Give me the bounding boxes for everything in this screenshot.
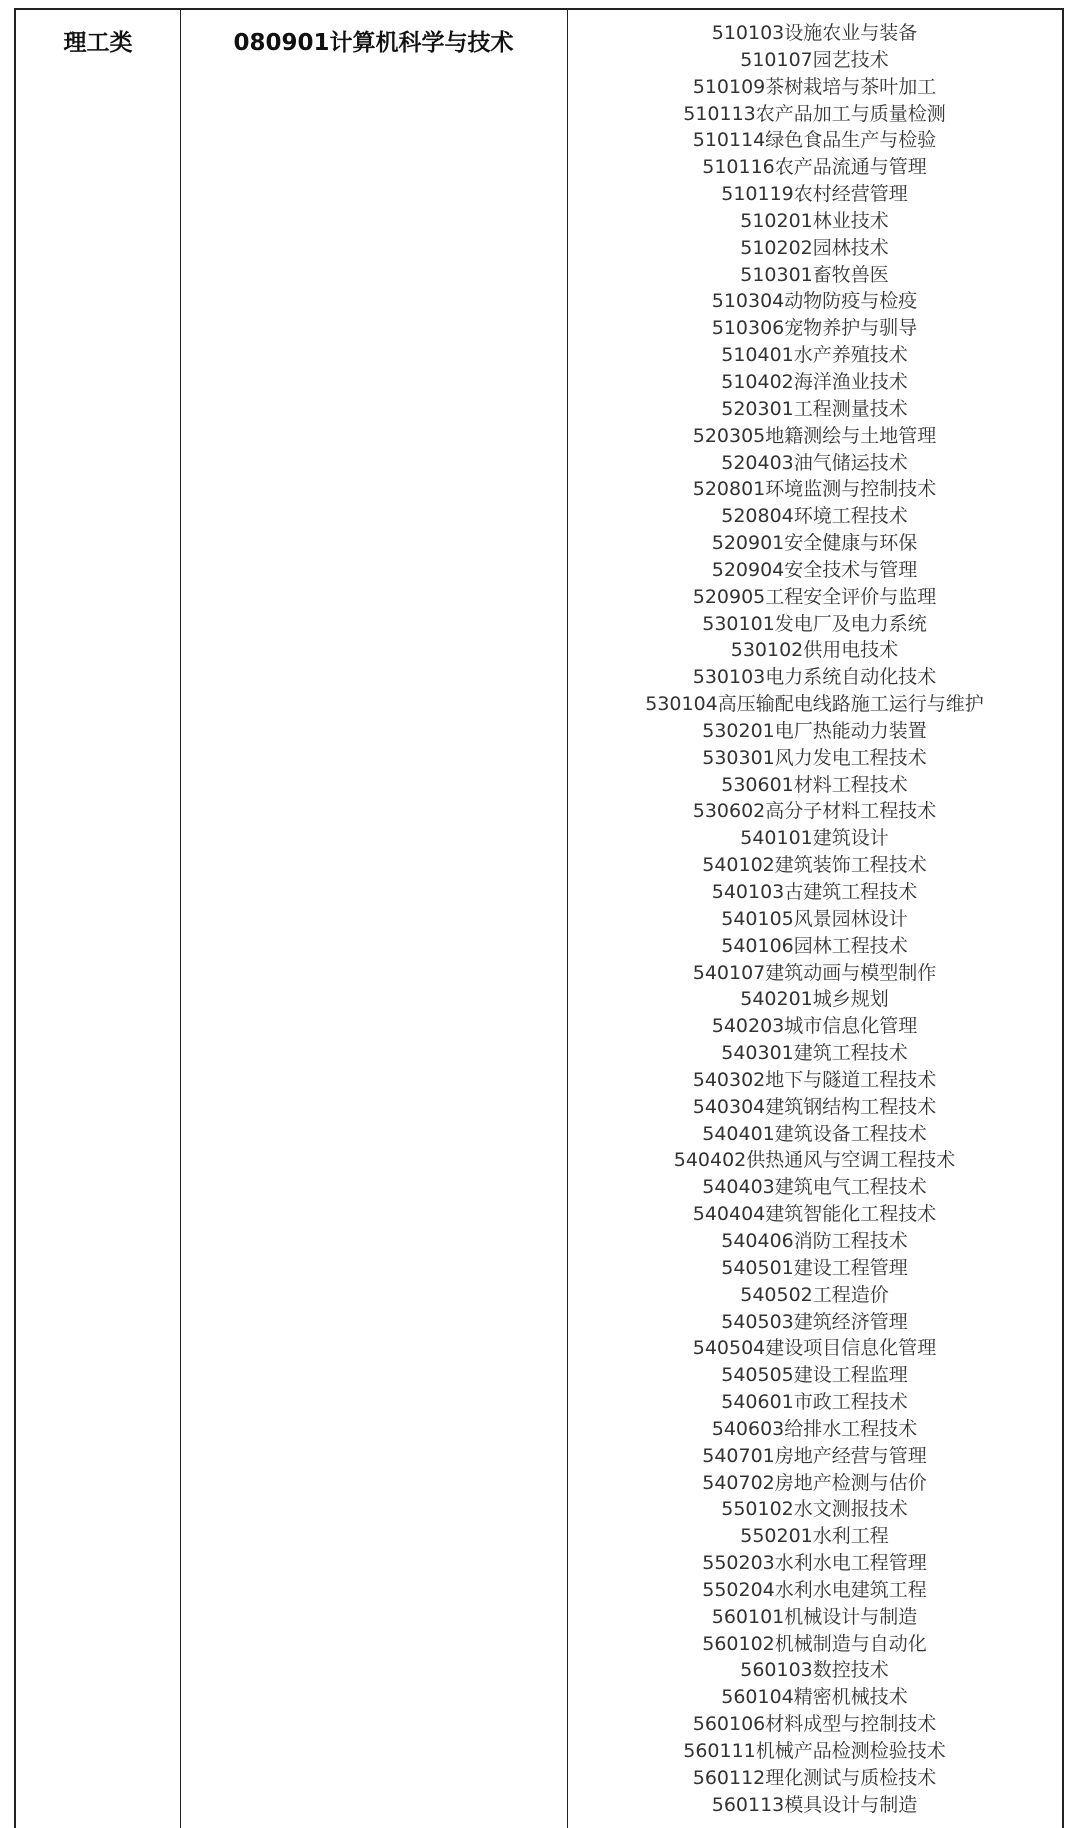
list-item: 540404建筑智能化工程技术: [692, 1203, 937, 1226]
list-item: 540201城乡规划: [740, 988, 889, 1011]
list-item: 560111机械产品检测检验技术: [683, 1740, 946, 1762]
list-item: 530201电厂热能动力装置: [702, 719, 927, 742]
list-item: 540402供热通风与空调工程技术: [673, 1149, 956, 1172]
list-item: 520804环境工程技术: [721, 505, 908, 528]
list-item: 550201水利工程: [740, 1525, 889, 1548]
list-item: 530104高压输配电线路施工运行与维护: [645, 693, 984, 716]
list-item: 560106材料成型与控制技术: [692, 1713, 937, 1736]
list-item: 540106园林工程技术: [721, 934, 908, 957]
list-item: 510119农村经营管理: [721, 183, 908, 206]
list-item: 540502工程造价: [740, 1283, 889, 1306]
list-item: 560102机械制造与自动化: [702, 1632, 927, 1655]
list-item: 540105风景园林设计: [721, 907, 908, 930]
list-item: 510109茶树栽培与茶叶加工: [692, 75, 937, 98]
list-item: 530601材料工程技术: [721, 773, 908, 796]
list-item: 540301建筑工程技术: [721, 1042, 908, 1065]
list-item: 560103数控技术: [740, 1659, 889, 1682]
list-item: 540406消防工程技术: [721, 1229, 908, 1252]
category-cell: 理工类: [63, 30, 133, 56]
list-item: 510304动物防疫与检疫: [711, 290, 918, 313]
list-item: 530301风力发电工程技术: [702, 746, 927, 769]
list-item: 540401建筑设备工程技术: [702, 1122, 927, 1145]
list-item: 560112理化测试与质检技术: [692, 1766, 937, 1789]
category-column: [16, 10, 181, 1828]
list-item: 510301畜牧兽医: [740, 263, 889, 286]
list-item: 510113农产品加工与质量检测: [683, 102, 946, 125]
list-item: 540203城市信息化管理: [711, 1015, 918, 1038]
list-item: 510306宠物养护与驯导: [711, 317, 918, 340]
list-item: 530102供用电技术: [730, 639, 899, 662]
list-item: 540101建筑设计: [740, 827, 889, 850]
list-item: 540501建设工程管理: [721, 1256, 908, 1279]
list-item: 520305地籍测绘与土地管理: [692, 424, 937, 447]
list-item: 530101发电厂及电力系统: [702, 612, 927, 635]
list-item: 540103古建筑工程技术: [711, 881, 918, 903]
major-cell: 080901计算机科学与技术: [233, 30, 514, 56]
list-item: 510116农产品流通与管理: [702, 156, 927, 179]
list-item: 540603给排水工程技术: [711, 1417, 918, 1440]
list-item: 520901安全健康与环保: [711, 532, 918, 555]
list-item: 550203水利水电工程管理: [702, 1552, 927, 1575]
list-item: 560104精密机械技术: [721, 1686, 908, 1709]
list-item: 520905工程安全评价与监理: [692, 585, 937, 608]
list-item: 540304建筑钢结构工程技术: [692, 1095, 937, 1118]
related-majors-list: [567, 20, 1062, 1819]
list-item: 540601市政工程技术: [721, 1391, 908, 1414]
list-item: 520801环境监测与控制技术: [692, 478, 937, 501]
major-column: [180, 10, 568, 1828]
list-item: 540107建筑动画与模型制作: [692, 961, 937, 984]
list-item: 540504建设项目信息化管理: [692, 1337, 937, 1360]
list-item: 510201林业技术: [740, 209, 889, 232]
list-item: 540702房地产检测与估价: [702, 1471, 927, 1494]
list-item: 520403油气储运技术: [721, 451, 908, 474]
list-item: 510114绿色食品生产与检验: [692, 129, 937, 152]
list-item: 510202园林技术: [740, 236, 889, 259]
list-item: 530103电力系统自动化技术: [692, 666, 937, 689]
list-item: 540403建筑电气工程技术: [702, 1176, 927, 1199]
list-item: 510103设施农业与装备: [711, 22, 918, 44]
list-item: 520904安全技术与管理: [711, 558, 918, 581]
list-item: 540701房地产经营与管理: [702, 1444, 927, 1467]
list-item: 520301工程测量技术: [721, 397, 908, 420]
list-item: 550102水文测报技术: [721, 1498, 908, 1521]
list-item: 540505建设工程监理: [721, 1364, 908, 1387]
list-item: 540302地下与隧道工程技术: [692, 1068, 937, 1091]
list-item: 530602高分子材料工程技术: [692, 800, 937, 823]
list-item: 510107园艺技术: [740, 48, 889, 71]
list-item: 540503建筑经济管理: [721, 1310, 908, 1333]
related-majors-column: [567, 10, 1062, 1828]
list-item: 510401水产养殖技术: [721, 344, 908, 367]
list-item: 560101机械设计与制造: [711, 1605, 918, 1628]
list-item: 510402海洋渔业技术: [721, 370, 908, 393]
list-item: 540102建筑装饰工程技术: [702, 854, 927, 877]
list-item: 550204水利水电建筑工程: [702, 1578, 927, 1601]
major-table: [14, 8, 1064, 1828]
list-item: 560113模具设计与制造: [711, 1793, 918, 1816]
